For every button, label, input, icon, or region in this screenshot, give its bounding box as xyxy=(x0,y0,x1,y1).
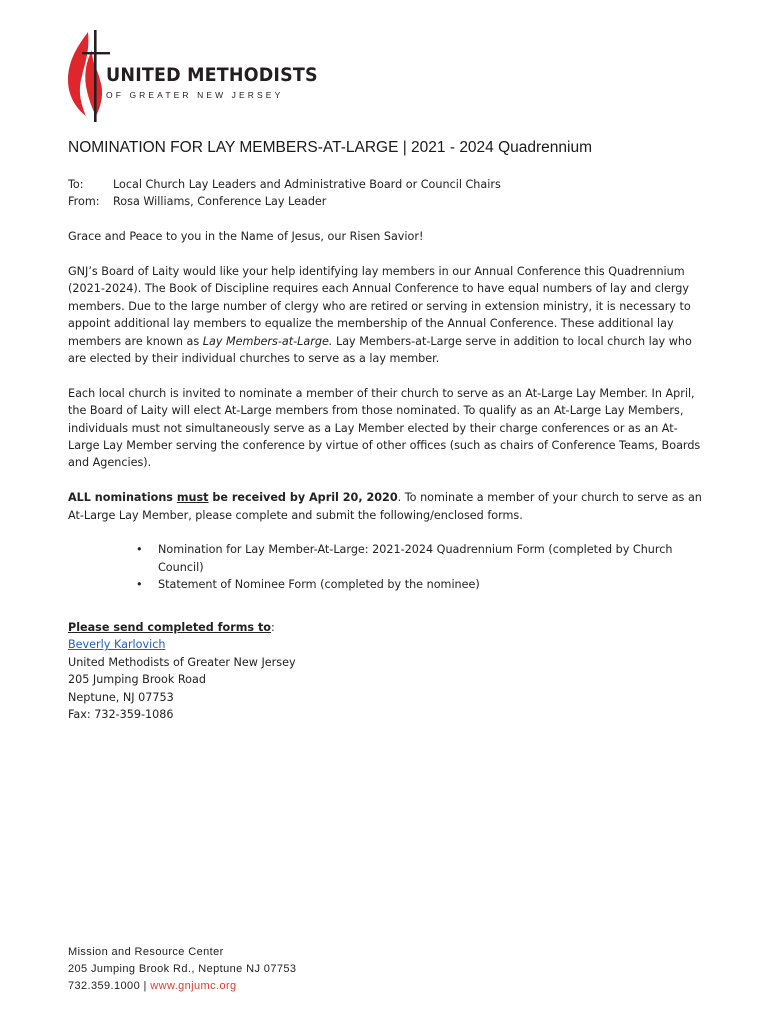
to-label: To: xyxy=(68,178,84,191)
deadline-rest: . To nominate a member of your church to serve as an At-Large Lay Member, please complete and submit the following/enclosed forms. xyxy=(68,491,702,522)
logo xyxy=(66,28,318,123)
footer-line1: Mission and Resource Center xyxy=(68,946,224,958)
from-row xyxy=(68,193,708,210)
paragraph-deadline xyxy=(68,489,708,524)
address-street: 205 Jumping Brook Road xyxy=(68,673,206,687)
address-fax: Fax: 732-359-1086 xyxy=(68,708,174,722)
cross-horizontal xyxy=(82,52,110,54)
flame-right xyxy=(85,50,102,116)
logo-line2: OF GREATER NEW JERSEY xyxy=(106,90,284,100)
logo-line1: UNITED METHODISTS xyxy=(106,64,318,86)
deadline-bold-2: be received by April 20, 2020 xyxy=(208,491,398,505)
footer-separator: | xyxy=(140,980,151,992)
to-value: Local Church Lay Leaders and Administrative Board or Council Chairs xyxy=(113,178,501,191)
document-title: NOMINATION FOR LAY MEMBERS-AT-LARGE | 2021 - 2024 Quadrennium xyxy=(68,139,593,156)
send-heading: Please send completed forms to xyxy=(68,621,271,635)
greeting: Grace and Peace to you in the Name of Jesus, our Risen Savior! xyxy=(68,230,424,244)
send-heading-colon: : xyxy=(271,621,275,635)
footer xyxy=(68,944,296,995)
deadline-bold-1: ALL nominations xyxy=(68,491,177,505)
footer-line3 xyxy=(68,978,296,995)
from-label: From: xyxy=(68,195,100,209)
logo-text xyxy=(106,64,336,100)
send-heading-row xyxy=(68,619,708,636)
address-org: United Methodists of Greater New Jersey xyxy=(68,655,296,669)
footer-website-link[interactable]: www.gnjumc.org xyxy=(150,980,237,992)
list-item: • Nomination for Lay Member-At-Large: 2021-2024 Quadrennium Form (completed by Church Council) xyxy=(158,541,708,576)
cross-vertical xyxy=(94,30,97,122)
to-row xyxy=(68,176,708,193)
address-city: Neptune, NJ 07753 xyxy=(68,690,174,704)
from-value: Rosa Williams, Conference Lay Leader xyxy=(113,195,327,209)
list-item: • Statement of Nominee Form (completed by the nominee) xyxy=(158,576,708,593)
para1-text-end: Lay Members-at-Large serve in addition to local church lay who are elected by their individual churches to serve as a lay member. xyxy=(68,334,692,366)
contact-name-link[interactable]: Beverly Karlovich xyxy=(68,638,166,652)
paragraph-board-of-laity xyxy=(68,263,708,367)
paragraph-nomination-rules: Each local church is invited to nominate a member of their church to serve as an At-Large Lay Member. In April, the Board of Laity will elect At-Large members from those nominated. To qualify as an At-Large Lay Members, individuals must not simultaneously serve as a Lay Member elected by their charge conferences or as an At-Large Lay Member serving the conference by virtue of other offices (such as chairs of Conference Teams, Boards and Agencies). xyxy=(68,386,701,470)
forms-list xyxy=(68,541,708,593)
letter-body xyxy=(68,176,708,724)
para1-text: GNJ’s Board of Laity would like your help identifying lay members in our Annual Conference this Quadrennium (2021-2024). The Book of Discipline requires each Annual Conference to have equal numbers of lay and clergy members. Due to the large number of clergy who are retired or serving in extension ministry, it is necessary to appoint additional lay members to equalize the membership of the Annual Conference. These additional lay members are known as xyxy=(68,265,691,348)
para1-italic: Lay Members-at-Large. xyxy=(202,334,333,348)
deadline-must: must xyxy=(176,491,209,505)
footer-phone: 732.359.1000 xyxy=(68,980,141,992)
footer-line2: 205 Jumping Brook Rd., Neptune NJ 07753 xyxy=(68,963,297,975)
